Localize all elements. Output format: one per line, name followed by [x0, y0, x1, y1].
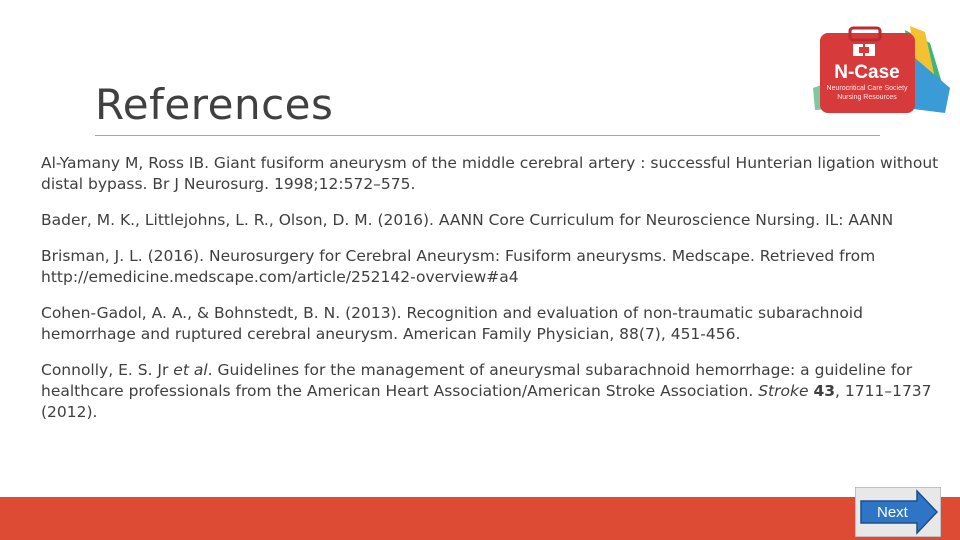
reference-item: Brisman, J. L. (2016). Neurosurgery for Cerebral Aneurysm: Fusiform aneurysms. Medscape. Retrieved from http://emedicine.medscape.com/article/252142-overview#a4 — [41, 247, 876, 286]
reference-item: Al-Yamany M, Ross IB. Giant fusiform aneurysm of the middle cerebral artery : successful Hunterian ligation without distal bypass. Br J Neurosurg. 1998;12:572–575. — [41, 154, 939, 193]
logo-subtitle-line1: Neurocritical Care Society — [826, 85, 908, 92]
logo-name: N-Case — [834, 62, 900, 83]
reference-text: , 1711–1737 (2012). — [41, 382, 932, 421]
reference-text: . Guidelines for the management of aneurysmal subarachnoid hemorrhage: a guideline for healthcare professionals from the American Heart Association/American Stroke Association. — [41, 361, 913, 400]
n-case-logo — [805, 18, 955, 118]
logo-subtitle-line2: Nursing Resources — [837, 94, 897, 101]
reference-item: Bader, M. K., Littlejohns, L. R., Olson, D. M. (2016). AANN Core Curriculum for Neuroscience Nursing. IL: AANN — [41, 211, 894, 229]
reference-text: Connolly, E. S. Jr — [41, 361, 174, 379]
next-button[interactable] — [855, 487, 941, 537]
reference-volume: 43 — [813, 382, 836, 400]
page-title: References — [95, 80, 334, 129]
references-list — [41, 153, 946, 438]
reference-item — [41, 360, 946, 423]
title-divider — [95, 135, 880, 136]
reference-journal: Stroke — [758, 382, 809, 400]
reference-italic: et al — [173, 361, 208, 379]
reference-item: Cohen-Gadol, A. A., & Bohnstedt, B. N. (2013). Recognition and evaluation of non-traumatic subarachnoid hemorrhage and ruptured cerebral aneurysm. American Family Physician, 88(7), 451-456. — [41, 304, 863, 343]
next-button-label: Next — [877, 504, 908, 521]
footer-bar — [0, 497, 960, 540]
